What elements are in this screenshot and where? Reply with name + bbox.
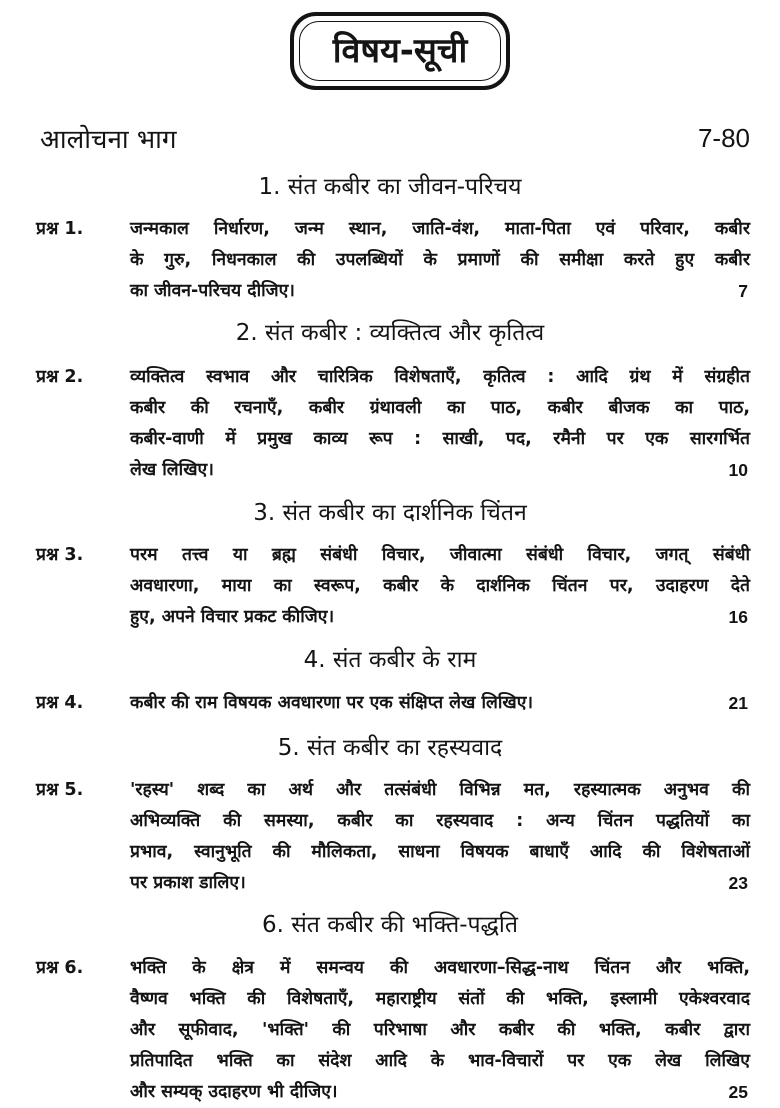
- page-number: 16: [728, 607, 748, 627]
- part-header: [40, 118, 750, 158]
- question-line: जन्मकाल निर्धारण, जन्म स्थान, जाति-वंश, माता-पिता एवं परिवार, कबीर: [130, 219, 750, 239]
- question-line: के गुरु, निधनकाल की उपलब्धियों के प्रमाणों की समीक्षा करते हुए कबीर: [130, 250, 750, 270]
- question-line: 'रहस्य' शब्द का अर्थ और तत्संबंधी विभिन्न मत, रहस्यात्मक अनुभव की: [130, 780, 750, 800]
- question-entry-6: [36, 953, 750, 1108]
- page-number: 10: [728, 460, 748, 480]
- question-label: प्रश्न 2.: [36, 367, 84, 387]
- question-line: व्यक्तित्व स्वभाव और चारित्रिक विशेषताएँ, कृतित्व : आदि ग्रंथ में संग्रहीत: [130, 367, 750, 387]
- question-line: हुए, अपने विचार प्रकट कीजिए।: [130, 607, 335, 627]
- question-line: का जीवन-परिचय दीजिए।: [130, 281, 295, 301]
- question-text: [130, 688, 750, 719]
- question-entry-5: [36, 775, 750, 899]
- question-text: [130, 214, 750, 307]
- question-label: प्रश्न 3.: [36, 545, 84, 565]
- question-line: अवधारणा, माया का स्वरूप, कबीर के दार्शनिक चिंतन पर, उदाहरण देते: [130, 576, 750, 596]
- question-label: प्रश्न 5.: [36, 780, 84, 800]
- question-line: परम तत्त्व या ब्रह्म संबंधी विचार, जीवात्मा संबंधी विचार, जगत् संबंधी: [130, 545, 750, 565]
- question-entry-4: [36, 688, 750, 719]
- question-line: वैष्णव भक्ति की विशेषताएँ, महाराष्ट्रीय संतों की भक्ति, इस्लामी एकेश्वरवाद: [130, 989, 750, 1009]
- question-line: प्रभाव, स्वानुभूति की मौलिकता, साधना विषयक बाधाएँ आदि की विशेषताओं: [130, 842, 750, 862]
- section-heading-5: 5. संत कबीर का रहस्यवाद: [277, 735, 503, 761]
- section-heading-4: 4. संत कबीर के राम: [303, 647, 477, 673]
- question-text: [130, 540, 750, 633]
- part-label: आलोचना भाग: [40, 125, 177, 155]
- question-text: [130, 775, 750, 899]
- section-heading-6: 6. संत कबीर की भक्ति-पद्धति: [262, 912, 518, 938]
- question-entry-1: [36, 214, 750, 307]
- section-heading-2: 2. संत कबीर : व्यक्तित्व और कृतित्व: [235, 320, 545, 346]
- question-line: लेख लिखिए।: [130, 460, 214, 480]
- page-title: विषय-सूची: [332, 31, 468, 71]
- section-heading-1: 1. संत कबीर का जीवन-परिचय: [258, 174, 522, 200]
- question-line: कबीर-वाणी में प्रमुख काव्य रूप : साखी, पद, रमैनी पर एक सारगर्भित: [130, 429, 750, 449]
- page-number: 21: [728, 693, 748, 713]
- title-inner-frame: [299, 21, 501, 81]
- question-entry-3: [36, 540, 750, 633]
- question-label: प्रश्न 6.: [36, 958, 84, 978]
- question-line: प्रतिपादित भक्ति का संदेश आदि के भाव-विचारों पर एक लेख लिखिए: [130, 1051, 750, 1071]
- page-number: 25: [728, 1082, 748, 1102]
- section-heading-3: 3. संत कबीर का दार्शनिक चिंतन: [253, 500, 527, 526]
- question-line: कबीर की रचनाएँ, कबीर ग्रंथावली का पाठ, कबीर बीजक का पाठ,: [130, 398, 750, 418]
- question-line: और सम्यक् उदाहरण भी दीजिए।: [130, 1082, 338, 1102]
- part-page-range: 7-80: [697, 122, 750, 153]
- question-text: [130, 953, 750, 1108]
- question-line: भक्ति के क्षेत्र में समन्वय की अवधारणा–सिद्ध-नाथ चिंतन और भक्ति,: [130, 958, 750, 978]
- question-text: [130, 362, 750, 486]
- question-entry-2: [36, 362, 750, 486]
- question-label: प्रश्न 1.: [36, 219, 84, 239]
- question-line: अभिव्यक्ति की समस्या, कबीर का रहस्यवाद : अन्य चिंतन पद्धतियों का: [130, 811, 750, 831]
- question-label: प्रश्न 4.: [36, 693, 84, 713]
- title-frame: [290, 12, 510, 90]
- question-line: और सूफीवाद, 'भक्ति' की परिभाषा और कबीर की भक्ति, कबीर द्वारा: [130, 1020, 750, 1040]
- page-number: 23: [728, 873, 748, 893]
- question-line: पर प्रकाश डालिए।: [130, 873, 246, 893]
- page-number: 7: [738, 281, 748, 301]
- question-line: कबीर की राम विषयक अवधारणा पर एक संक्षिप्त लेख लिखिए।: [130, 693, 534, 713]
